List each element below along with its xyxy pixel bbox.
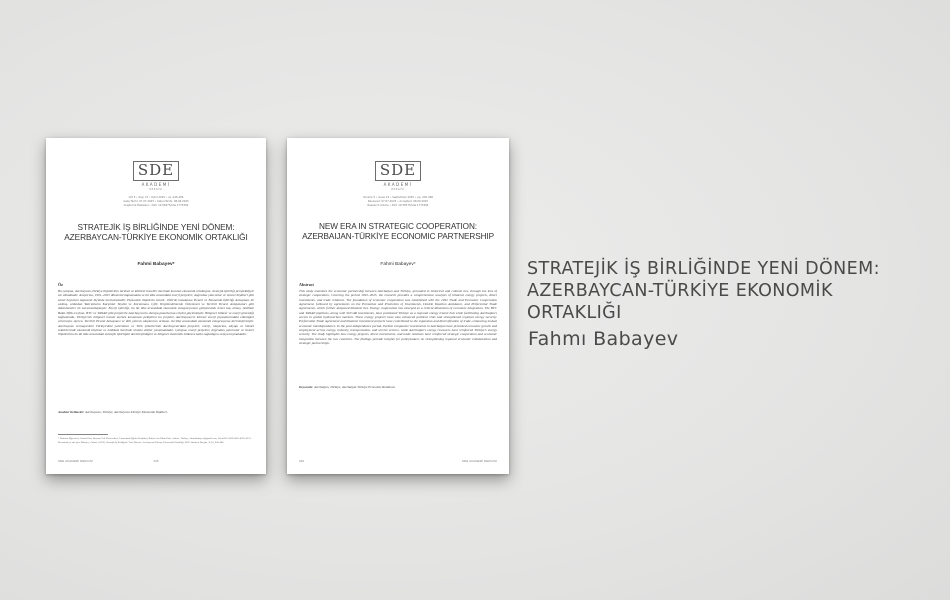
footer-page-number: 445 <box>153 459 159 463</box>
logo-subtitle: AKADEMİ <box>141 182 171 187</box>
article-title: STRATEJİK İŞ BİRLİĞİNDE YENİ DÖNEM: AZERBAYCAN-TÜRKİYE EKONOMİK ORTAKLIĞI <box>64 222 248 242</box>
article-page-turkish[interactable] <box>46 138 266 474</box>
keywords-list: Azerbaycan, Türkiye, Azerbaycan-Türkiye Ekonomik İlişkileri. <box>85 410 168 414</box>
footer-journal: SDE AKADEMİ DERGİSİ <box>58 459 94 463</box>
feature-headline: STRATEJİK İŞ BİRLİĞİNDE YENİ DÖNEM: AZERBAYCAN-TÜRKİYE EKONOMİK ORTAKLIĞI <box>527 259 880 323</box>
article-meta <box>66 196 246 208</box>
journal-logo <box>46 160 266 191</box>
keywords-label: Keywords: <box>299 385 314 389</box>
article-meta <box>307 196 489 208</box>
footnote: * Doktora Öğrencisi, Ankara Hacı Bayram Veli Üniversitesi, Lisansüstü Eğitim Enstitüsü, İktisat Ana Bilim Dalı, Ankara, Türkiye, fahmibabayev@gmail.com, Orcid ID: 0009-0001-8765-4321. Bu makaleye atıf için: Babayev, Fahmi. (2025). Stratejik İş Birliğinde Yeni Dönem: Azerbaycan-Türkiye Ekonomik Ortaklığı. SDE Akademi Dergisi, 5(15), 445-466. <box>58 437 252 444</box>
page-footer <box>58 459 254 463</box>
keywords <box>299 385 497 389</box>
logo-tagline: DERGİSİ <box>391 188 405 191</box>
footer-journal: SDE AKADEMİ DERGİSİ <box>461 459 497 463</box>
page-footer <box>299 459 497 463</box>
abstract-heading: Abstract <box>299 282 314 287</box>
meta-line: Research Article • DOI: 10.58375/sde.1775394 <box>367 204 429 207</box>
article-page-english[interactable] <box>287 138 509 474</box>
logo-subtitle: AKADEMİ <box>383 182 413 187</box>
keywords-label: Anahtar Kelimeler: <box>58 410 85 414</box>
footer-page-number: 446 <box>299 459 305 463</box>
logo-wordmark: SDE <box>133 161 179 181</box>
feature-author: Fahmı Babayev <box>528 328 679 350</box>
logo-wordmark: SDE <box>375 161 421 181</box>
meta-line: Geliş Tarihi: 07.07.2025 • Kabul Tarihi: 08.09.2025 <box>123 200 189 203</box>
meta-line: Araştırma Makalesi • DOI: 10.58375/sde.1775394 <box>123 204 189 207</box>
meta-line: Received: 07.07.2025 • Accepted: 08.09.2025 <box>367 200 429 203</box>
abstract-heading: Öz <box>58 282 63 287</box>
keywords <box>58 410 254 414</box>
article-author: Fahmi Babayev* <box>380 262 416 267</box>
footnote-divider <box>58 434 108 435</box>
abstract-text: This study examines the economic partnership between Azerbaijan and Türkiye, grounded in historical and cultural ties, through the lens of strategic cooperation. Covering the period 1991–2025, the research provides a comprehensive analysis of bilateral energy projects, direct investments, and trade relations. The foundation of economic cooperation was established with the 1992 Trade and Economic Cooperation Agreement, followed by agreements on the Promotion and Protection of Investments, Double Taxation Avoidance, and Preferential Trade Agreements, which further deepened bilateral ties. Energy cooperation has emerged as a critical dimension of economic integration. The BTC and TANAP pipelines, along with SOCAR investments, have positioned Türkiye as a regional energy transit hub while facilitating Azerbaijan's access to global hydrocarbon markets. These energy projects have also enhanced political risks and strengthened regional energy security. Preferential Trade Agreement and bilateral investment projects have contributed to the expansion and diversification of trade, enhancing mutual economic interdependence. In the post-independence period, Turkish companies' investments in Azerbaijan have promoted economic growth and employment across energy, industry, transportation, and service sectors, while Azerbaijan's energy resources have reinforced Türkiye's energy security. The study highlights how energy projects, direct investments, and trade relations have reinforced strategic cooperation and economic integration between the two countries. The findings provide insights for policymakers on strengthening regional economic collaboration and strategic partnerships. <box>299 289 497 346</box>
article-author: Fahmi Babayev* <box>137 262 175 267</box>
keywords-list: Azerbaijan, Türkiye, Azerbaijan-Türkiye Economic Relations. <box>314 385 396 389</box>
meta-line: Cilt 5 • Sayı 15 • Eylül 2025 • ss. 445-466 <box>128 196 184 199</box>
meta-line: Volume 5 • Issue 15 • September 2025 • pp. 445-466 <box>362 196 434 199</box>
logo-tagline: DERGİSİ <box>149 188 163 191</box>
journal-logo <box>287 160 509 191</box>
article-title: NEW ERA IN STRATEGIC COOPERATION: AZERBAIJAN-TÜRKİYE ECONOMIC PARTNERSHIP <box>302 222 494 241</box>
abstract-text: Bu çalışma, Azerbaycan-Türkiye ilişkilerinin tarihsel ve kültürel temeller üzerinde kurulan ekonomik ortaklığını, stratejik işbirliği perspektifiyle ele almaktadır. Araştırma, 1991–2025 dönemini kapsamakta ve iki ülke arasındaki enerji projeleri, doğrudan yatırımlar ve ticaret ilişkileri gibi temel boyutları kapsamlı biçimde incelemektedir. Ekonomik ilişkilerin temeli, 1992'de imzalanan Ticaret ve Ekonomik İşbirliği Anlaşması ile atılmış, ardından Yatırımların Karşılıklı Teşviki ve Korunması, Çifte Vergilendirmenin Önlenmesi ve Tercihli Ticaret Anlaşmaları gibi düzenlemeler ile kurumsallaşmıştır. Enerji işbirliği, bu iki ülke arasındaki ekonomik entegrasyonun gelişmesinin temel taşı olmuş, özellikle Bakü-Tiflis-Ceyhan, BTC ve TANAP gibi projelerle Azerbaycan'ın Avrupa pazarlarına erişimi güçlenmiştir. Bölgesel istikrar ve enerji güvenliği bağlamında, Türkiye'nin bölgesel transit merkez konumunu pekiştiren bu projeler, Azerbaycan'ın küresel enerji piyasalarındaki etkinliğini artırmıştır. Ayrıca, Tercihli Ticaret Anlaşması ve ikili yatırım akışlarının artması, iki ülke arasındaki ekonomik entegrasyonu derinleştirmiştir. Azerbaycan sermayesinin Türkiye'deki yatırımları ve Türk şirketlerinin Azerbaycan'daki projeleri, enerji, ulaştırma, altyapı ve hizmet sektörlerinde ekonomik büyüme ve istihdam üzerinde olumlu etkiler yaratmaktadır. Çalışma, enerji projeleri, doğrudan yatırımlar ve ticaret ilişkilerinin bu iki ülke arasındaki stratejik işbirliğini derinleştirdiğini ve bölgesel ekonomik istikrara katkı sağladığını ortaya koymaktadır. <box>58 289 254 337</box>
